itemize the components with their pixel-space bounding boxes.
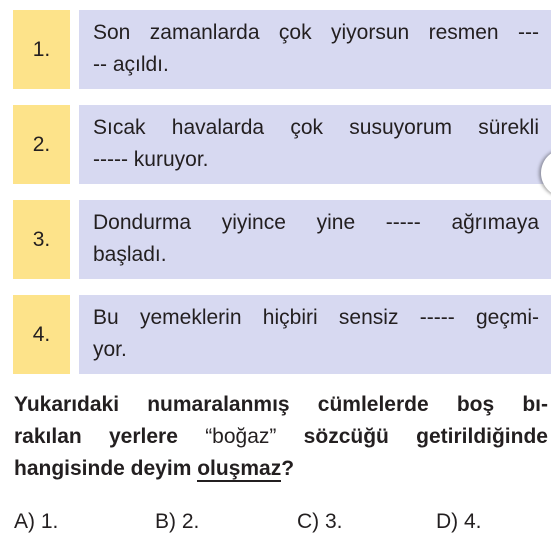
sentence-line: ----- kuruyor.	[93, 148, 209, 171]
sentence-text	[79, 105, 551, 184]
sentence-row-3	[13, 200, 551, 279]
option-c[interactable]: C) 3.	[297, 510, 343, 533]
option-b[interactable]: B) 2.	[155, 510, 200, 533]
question-fragment: sözcüğü getirildiğinde	[276, 425, 548, 448]
question-line	[14, 421, 548, 453]
question-fragment: rakılan yerlere	[14, 425, 206, 448]
sentence-text	[79, 10, 551, 89]
sentence-row-4	[13, 295, 551, 374]
sentence-line: başladı.	[93, 243, 167, 266]
quoted-word: “boğaz”	[205, 425, 277, 448]
sentence-row-2	[13, 105, 551, 184]
sentence-number: 2.	[13, 105, 70, 184]
sentence-line: Son zamanlarda çok yiyorsun resmen ---	[93, 21, 539, 44]
sentence-text	[79, 295, 551, 374]
question-line: Yukarıdaki numaralanmış cümlelerde boş bı-	[14, 393, 548, 416]
question-fragment: hangisinde deyim	[14, 457, 198, 480]
answer-options	[14, 510, 544, 542]
sentence-row-1	[13, 10, 551, 89]
sentence-number: 3.	[13, 200, 70, 279]
question-fragment: ?	[281, 457, 295, 480]
sentence-line: -- açıldı.	[93, 53, 169, 76]
sentence-line: yor.	[93, 338, 127, 361]
question-line	[14, 453, 548, 485]
option-a[interactable]: A) 1.	[14, 510, 59, 533]
sentence-number: 1.	[13, 10, 70, 89]
question-text	[14, 389, 548, 485]
sentence-line: Dondurma yiyince yine ----- ağrımaya	[93, 211, 539, 234]
sentence-text	[79, 200, 551, 279]
sentence-line: Bu yemeklerin hiçbiri sensiz ----- geçmi-	[93, 306, 539, 329]
underlined-word: oluşmaz	[197, 457, 282, 480]
sentence-line: Sıcak havalarda çok susuyorum sürekli	[93, 116, 539, 139]
option-d[interactable]: D) 4.	[436, 510, 482, 533]
sentence-number: 4.	[13, 295, 70, 374]
